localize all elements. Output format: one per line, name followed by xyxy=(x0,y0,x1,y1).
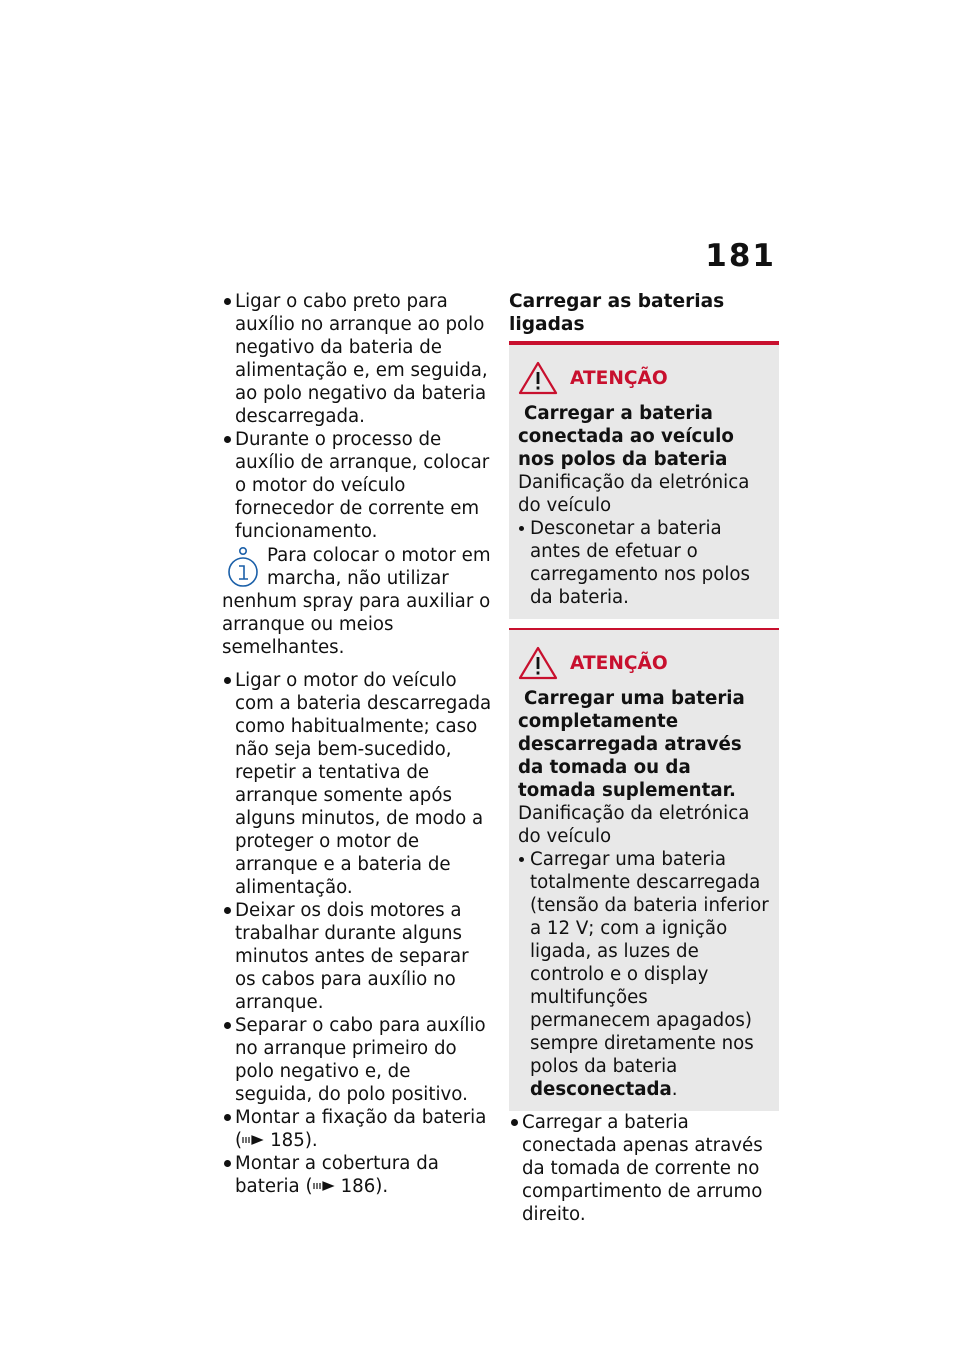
page-reference[interactable]: 186). xyxy=(340,1176,389,1197)
bullet-list-c xyxy=(509,1111,779,1226)
warning-box-2 xyxy=(509,628,779,1111)
section-title: Carregar as baterias ligadas xyxy=(509,290,779,343)
arrow-reference-icon xyxy=(242,1133,264,1147)
bullet-list-b xyxy=(222,669,492,1198)
emphasis-text: desconectada xyxy=(530,1079,672,1100)
warning-lead-text: Carregar uma bateria completamente descarregada através da tomada ou da tomada suplementar. xyxy=(518,688,745,801)
list-item: Carregar a bateria conectada apenas através da tomada de corrente no compartimento de arrumo direito. xyxy=(509,1111,779,1226)
list-item: Durante o processo de auxílio de arranque, colocar o motor do veículo fornecedor de corrente em funcionamento. xyxy=(222,428,492,543)
warning-header xyxy=(518,643,770,683)
warning-consequence: Danificação da eletrónica do veículo xyxy=(518,472,750,516)
warning-box-1 xyxy=(509,343,779,619)
list-item-text: Montar a cobertura da bateria xyxy=(235,1153,439,1197)
left-column xyxy=(222,290,492,1198)
warning-triangle-icon xyxy=(518,646,558,680)
warning-list xyxy=(518,517,770,609)
warning-list xyxy=(518,848,770,1101)
list-item: Montar a fixação da bateria ( 185). xyxy=(222,1106,492,1152)
warning-consequence: Danificação da eletrónica do veículo xyxy=(518,803,750,847)
info-note xyxy=(222,544,492,659)
warning-lead xyxy=(518,687,770,802)
warning-title: ATENÇÃO xyxy=(570,652,668,674)
warning-triangle-icon xyxy=(518,361,558,395)
info-icon xyxy=(223,544,263,588)
list-item: Montar a cobertura da bateria ( 186). xyxy=(222,1152,492,1198)
bullet-list-a xyxy=(222,290,492,543)
warning-header xyxy=(518,358,770,398)
list-item-text: Montar a fixação da bateria xyxy=(235,1107,487,1128)
list-item: Separar o cabo para auxílio no arranque primeiro do polo negativo e, de seguida, do polo positivo. xyxy=(222,1014,492,1106)
page-number: 181 xyxy=(705,238,776,274)
page-reference[interactable]: 185). xyxy=(270,1130,318,1151)
right-column xyxy=(509,290,779,1226)
warning-title: ATENÇÃO xyxy=(570,367,668,389)
warning-lead xyxy=(518,402,770,471)
list-item xyxy=(518,848,770,1101)
list-item-text: Carregar uma bateria totalmente descarregada (tensão da bateria inferior a 12 V; com a ignição ligada, as luzes de controlo e o display multifunções permanecem apagados) sempre diretamente nos polos da bateria xyxy=(530,849,769,1077)
info-note-text: Para colocar o motor em marcha, não utilizar nenhum spray para auxiliar o arranque ou meios semelhantes. xyxy=(222,545,491,658)
list-item: Desconetar a bateria antes de efetuar o carregamento nos polos da bateria. xyxy=(518,517,770,609)
list-item: Deixar os dois motores a trabalhar durante alguns minutos antes de separar os cabos para auxílio no arranque. xyxy=(222,899,492,1014)
warning-lead-text: Carregar a bateria conectada ao veículo nos polos da bateria xyxy=(518,403,734,470)
arrow-reference-icon xyxy=(313,1179,335,1193)
list-item: Ligar o motor do veículo com a bateria descarregada como habitualmente; caso não seja bem-sucedido, repetir a tentativa de arranque somente após alguns minutos, de modo a proteger o motor de arranque e a bateria de alimentação. xyxy=(222,669,492,899)
list-item: Ligar o cabo preto para auxílio no arranque ao polo negativo da bateria de alimentação e, em seguida, ao polo negativo da bateria descarregada. xyxy=(222,290,492,428)
list-item-end: . xyxy=(671,1079,678,1100)
